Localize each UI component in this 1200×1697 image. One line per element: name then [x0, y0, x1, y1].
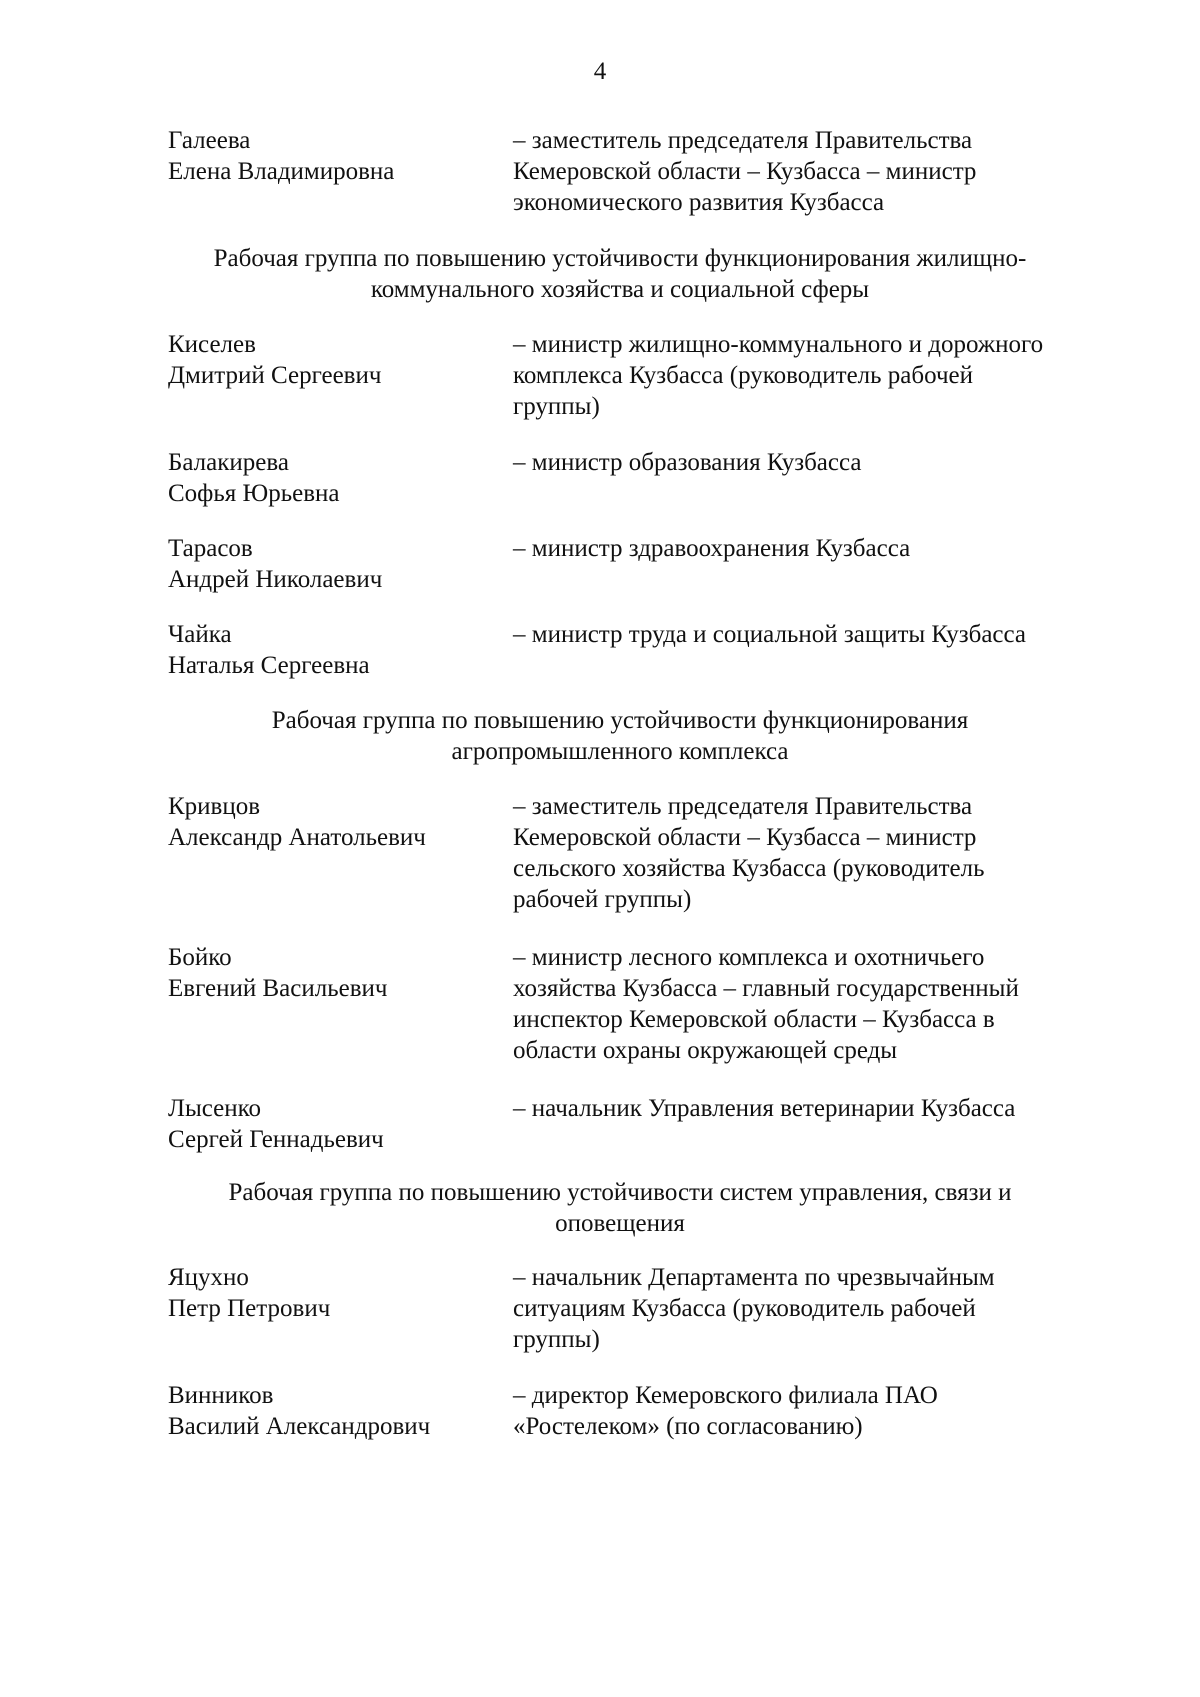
- member-name: [168, 791, 488, 853]
- member-given-names: Андрей Николаевич: [168, 566, 383, 593]
- group-title-line: коммунального хозяйства и социальной сферы: [370, 276, 870, 303]
- group-title-line: оповещения: [555, 1210, 685, 1237]
- member-role-line: – начальник Управления ветеринарии Кузбасса: [513, 1095, 1016, 1122]
- member-role-line: – министр труда и социальной защиты Кузбасса: [513, 621, 1027, 648]
- member-name: [168, 942, 488, 1004]
- member-given-names: Петр Петрович: [168, 1295, 331, 1322]
- member-role-line: – министр образования Кузбасса: [513, 449, 862, 476]
- member-role-line: «Ростелеком» (по согласованию): [513, 1413, 863, 1440]
- member-role-line: группы): [513, 1326, 600, 1353]
- member-given-names: Дмитрий Сергеевич: [168, 362, 382, 389]
- member-role-line: инспектор Кемеровской области – Кузбасса в: [513, 1006, 995, 1033]
- working-group-title: [150, 705, 1090, 767]
- member-surname: Киселев: [168, 331, 256, 358]
- group-title-line: Рабочая группа по повышению устойчивости систем управления, связи и: [228, 1179, 1012, 1206]
- member-role-line: экономического развития Кузбасса: [513, 189, 885, 216]
- member-name: [168, 1262, 488, 1324]
- member-name: [168, 125, 488, 187]
- member-role-line: группы): [513, 393, 600, 420]
- member-role: [513, 619, 1133, 650]
- member-role: [513, 329, 1133, 422]
- member-given-names: Александр Анатольевич: [168, 824, 426, 851]
- member-role: [513, 447, 1133, 478]
- member-role-line: ситуациям Кузбасса (руководитель рабочей: [513, 1295, 976, 1322]
- group-title-line: агропромышленного комплекса: [451, 738, 789, 765]
- member-role-line: – министр жилищно-коммунального и дорожного: [513, 331, 1044, 358]
- group-title-line: Рабочая группа по повышению устойчивости функционирования жилищно-: [213, 245, 1027, 272]
- working-group-title: [150, 1177, 1090, 1239]
- group-title-line: Рабочая группа по повышению устойчивости функционирования: [271, 707, 969, 734]
- member-role: [513, 533, 1133, 564]
- member-given-names: Евгений Васильевич: [168, 975, 388, 1002]
- member-name: [168, 619, 488, 681]
- member-role: [513, 125, 1133, 218]
- member-role: [513, 791, 1133, 915]
- member-role-line: сельского хозяйства Кузбасса (руководитель: [513, 855, 985, 882]
- member-given-names: Наталья Сергеевна: [168, 652, 370, 679]
- member-name: [168, 1093, 488, 1155]
- member-given-names: Софья Юрьевна: [168, 480, 340, 507]
- member-name: [168, 329, 488, 391]
- member-role-line: комплекса Кузбасса (руководитель рабочей: [513, 362, 974, 389]
- member-surname: Бойко: [168, 944, 232, 971]
- member-given-names: Сергей Геннадьевич: [168, 1126, 384, 1153]
- member-given-names: Елена Владимировна: [168, 158, 395, 185]
- member-role-line: Кемеровской области – Кузбасса – министр: [513, 158, 977, 185]
- member-role-line: – заместитель председателя Правительства: [513, 793, 973, 820]
- member-role-line: хозяйства Кузбасса – главный государственный: [513, 975, 1019, 1002]
- member-name: [168, 533, 488, 595]
- member-role-line: – министр лесного комплекса и охотничьего: [513, 944, 985, 971]
- member-role-line: – министр здравоохранения Кузбасса: [513, 535, 911, 562]
- member-surname: Винников: [168, 1382, 274, 1409]
- member-surname: Тарасов: [168, 535, 253, 562]
- member-role: [513, 942, 1133, 1066]
- member-surname: Галеева: [168, 127, 251, 154]
- member-role-line: – начальник Департамента по чрезвычайным: [513, 1264, 995, 1291]
- member-surname: Яцухно: [168, 1264, 249, 1291]
- member-role: [513, 1093, 1133, 1124]
- member-role-line: – заместитель председателя Правительства: [513, 127, 973, 154]
- member-role-line: области охраны окружающей среды: [513, 1037, 898, 1064]
- member-role: [513, 1262, 1133, 1355]
- working-group-title: [150, 243, 1090, 305]
- member-given-names: Василий Александрович: [168, 1413, 431, 1440]
- member-surname: Балакирева: [168, 449, 289, 476]
- member-surname: Лысенко: [168, 1095, 262, 1122]
- member-name: [168, 447, 488, 509]
- member-surname: Чайка: [168, 621, 232, 648]
- member-role-line: рабочей группы): [513, 886, 692, 913]
- member-name: [168, 1380, 488, 1442]
- member-role-line: Кемеровской области – Кузбасса – министр: [513, 824, 977, 851]
- member-surname: Кривцов: [168, 793, 261, 820]
- member-role-line: – директор Кемеровского филиала ПАО: [513, 1382, 938, 1409]
- page-number: 4: [593, 58, 607, 85]
- member-role: [513, 1380, 1133, 1442]
